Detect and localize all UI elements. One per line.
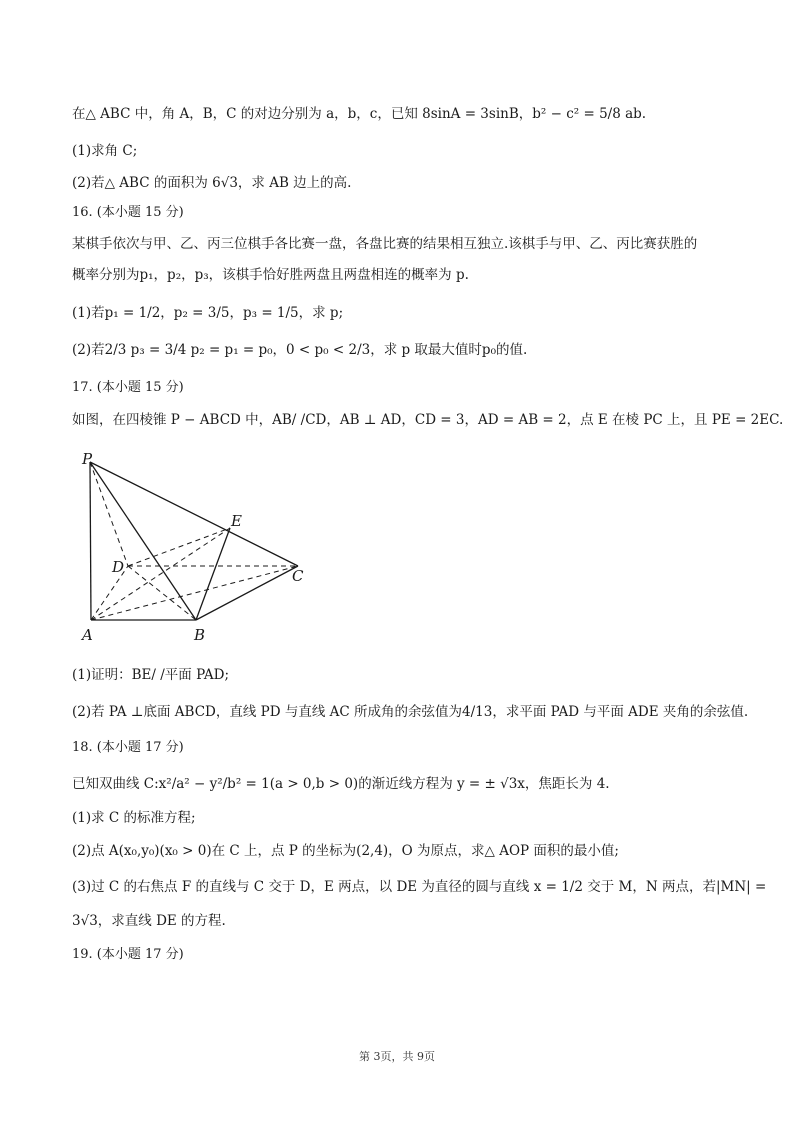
label-a: A [82,626,93,644]
edge-be [196,528,230,620]
problem-17-heading: 17. (本小题 15 分) [72,380,184,395]
problem-15-part-1: (1)求角 C; [72,143,138,159]
label-b: B [194,626,206,644]
problem-16-heading: 16. (本小题 15 分) [72,205,184,220]
label-e: E [231,512,242,530]
edge-bc [196,566,298,620]
edge-pc [90,462,298,566]
pyramid-diagram [78,448,318,648]
problem-18-stem: 已知双曲线 C:x²/a² − y²/b² = 1(a > 0,b > 0)的渐近线方程为 y = ± √3x，焦距长为 4. [72,776,610,792]
label-p: P [82,450,93,468]
problem-16-stem-line-2: 概率分别为p₁，p₂，p₃，该棋手恰好胜两盘且两盘相连的概率为 p. [72,267,469,283]
problem-16-part-2: (2)若2/3 p₃ = 3/4 p₂ = p₁ = p₀，0 < p₀ < 2/3，求 p 取最大值时p₀的值. [72,342,528,358]
problem-17-stem: 如图，在四棱锥 P − ABCD 中，AB/ /CD，AB ⊥ AD，CD = 3，AD = AB = 2，点 E 在棱 PC 上，且 PE = 2EC. [72,412,784,428]
problem-18-part-1: (1)求 C 的标准方程; [72,810,196,826]
page-footer: 第 3页，共 9页 [359,1050,435,1063]
problem-19-heading: 19. (本小题 17 分) [72,947,184,962]
problem-17-part-2: (2)若 PA ⊥底面 ABCD，直线 PD 与直线 AC 所成角的余弦值为4/13，求平面 PAD 与平面 ADE 夹角的余弦值. [72,704,749,720]
problem-15-stem: 在△ ABC 中，角 A，B，C 的对边分别为 a，b，c，已知 8sinA = 3sinB，b² − c² = 5/8 ab. [72,106,647,122]
problem-16-part-1: (1)若p₁ = 1/2，p₂ = 3/5，p₃ = 1/5，求 p; [72,305,344,321]
label-d: D [112,558,125,576]
problem-18-part-3-line-2: 3√3，求直线 DE 的方程. [72,913,226,929]
edge-de [128,528,230,566]
problem-17-part-1: (1)证明：BE/ /平面 PAD; [72,667,230,683]
problem-18-part-2: (2)点 A(x₀,y₀)(x₀ > 0)在 C 上，点 P 的坐标为(2,4)，O 为原点，求△ AOP 面积的最小值; [72,843,619,859]
problem-18-part-3-line-1: (3)过 C 的右焦点 F 的直线与 C 交于 D，E 两点，以 DE 为直径的圆与直线 x = 1/2 交于 M，N 两点，若|MN| = [72,879,767,895]
pyramid-figure [78,448,318,648]
problem-16-stem-line-1: 某棋手依次与甲、乙、丙三位棋手各比赛一盘，各盘比赛的结果相互独立.该棋手与甲、乙、丙比赛获胜的 [72,236,698,252]
problem-18-heading: 18. (本小题 17 分) [72,740,184,755]
edge-pa [90,462,91,620]
edge-db [128,566,196,620]
problem-15-part-2: (2)若△ ABC 的面积为 6√3，求 AB 边上的高. [72,175,352,191]
label-c: C [292,567,304,585]
